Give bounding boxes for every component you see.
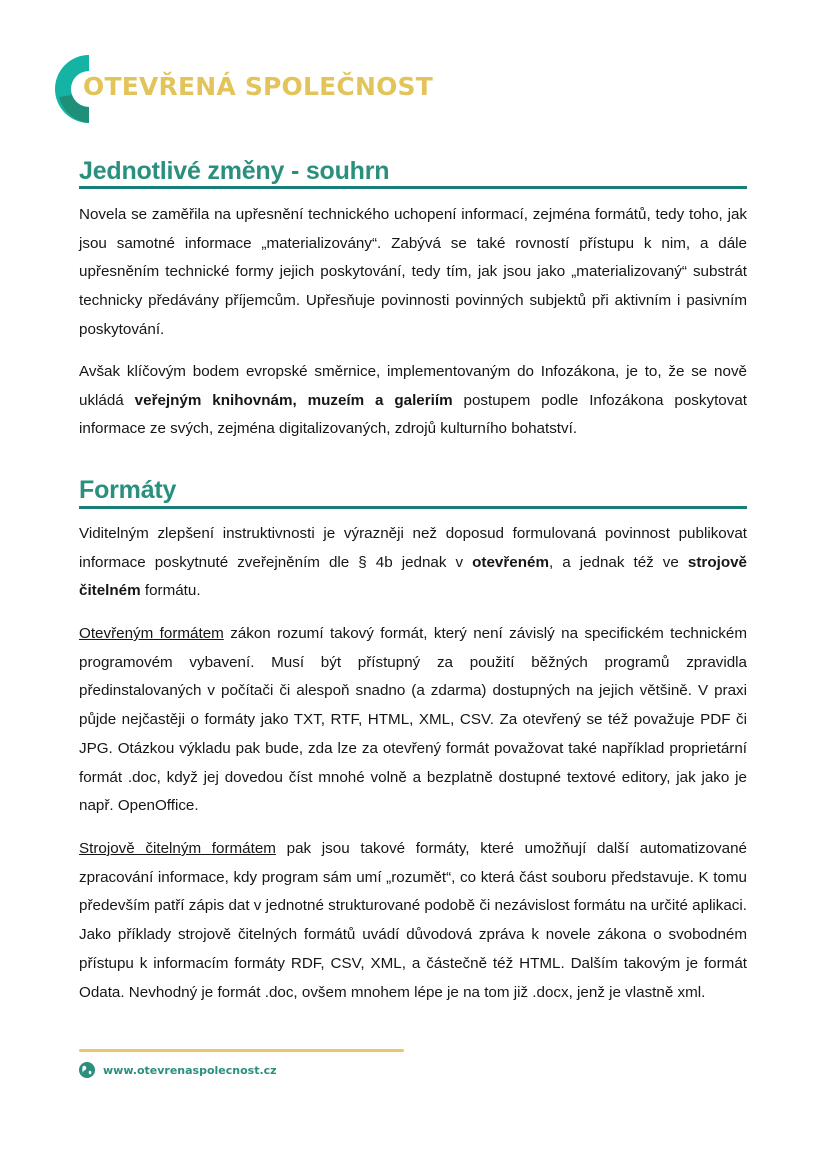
text-run: Avšak klíčovým bodem evropské směrnice, implementovaným do Infozákona, je to, že se nově ukládá <box>79 363 747 409</box>
paragraph-summary-2 <box>79 358 747 444</box>
underlined-term: Otevřeným formátem <box>79 625 224 642</box>
paragraph-machine-readable <box>79 835 747 1007</box>
text-run: zákon rozumí takový formát, který není závislý na specifickém technickém programovém vybavení. Musí být přístupný za použití běžných programů zpravidla předinstalovaných v počítači či alespoň snadno (a zdarma) dostupných na jejich většině. V praxi půjde nejčastěji o formáty jako TXT, RTF, HTML, XML, CSV. Za otevřený se též považuje PDF či JPG. Otázkou výkladu pak bude, zda lze za otevřený formát považovat také například proprietární formát .doc, když jej dovedou číst mnohé volně a bezplatně dostupné textové editory, jak jako je např. OpenOffice. <box>79 625 747 815</box>
footer-website-link[interactable] <box>79 1062 277 1078</box>
text-run: Novela se zaměřila na upřesnění technického uchopení informací, zejména formátů, tedy toho, jak jsou samotné informace „materializovány“. Zabývá se také rovností přístupu k nim, a dále upřesněním technické formy jejich poskytování, tedy tím, jak jsou jako „materializovaný“ substrát technicky předávány příjemcům. Upřesňuje povinnosti povinných subjektů při aktivním i pasivním poskytování. <box>79 206 747 338</box>
text-run: formátu. <box>140 582 201 600</box>
text-run: pak jsou takové formáty, které umožňují další automatizované zpracování informace, kdy program sám umí „rozumět“, co která část souboru představuje. K tomu především patří zápis dat v jednotné strukturované podobě či nezávislost formátu na určité aplikaci. Jako příklady strojově čitelných formátů uvádí důvodová zpráva k novele zákona o svobodném přístupu k informacím formáty RDF, CSV, XML, a částečně též HTML. Dalším takovým je formát Odata. Nevhodný je formát .doc, ovšem mnohem lépe je na tom již .docx, jenž je vlastně xml. <box>79 840 747 1001</box>
underlined-term: Strojově čitelným formátem <box>79 840 276 857</box>
footer-url[interactable]: www.otevrenaspolecnost.cz <box>103 1063 277 1077</box>
bold-emphasis: veřejným knihovnám, muzeím a galeriím <box>134 391 453 409</box>
text-run: , a jednak též ve <box>548 553 688 571</box>
bold-emphasis: strojově čitelném <box>79 553 747 600</box>
heading-underline <box>79 506 747 509</box>
bold-emphasis: otevřeném <box>472 553 549 571</box>
paragraph-summary-1 <box>79 201 747 345</box>
text-run: postupem podle Infozákona poskytovat informace ze svých, zejména digitalizovaných, zdrojů kulturního bohatství. <box>79 391 748 438</box>
section-heading-summary: Jednotlivé změny - souhrn <box>79 157 390 185</box>
paragraph-open-format <box>79 620 747 821</box>
section-heading-formats: Formáty <box>79 476 177 504</box>
logo-text: OTEVŘENÁ SPOLEČNOST <box>83 72 434 101</box>
footer-divider <box>79 1049 404 1052</box>
globe-icon <box>79 1062 95 1078</box>
text-run: Viditelným zlepšení instruktivnosti je výrazněji než doposud formulovaná povinnost publikovat informace poskytnuté zveřejněním dle § 4b jednak v <box>79 525 747 571</box>
heading-underline <box>79 186 747 189</box>
paragraph-formats-intro <box>79 520 747 606</box>
